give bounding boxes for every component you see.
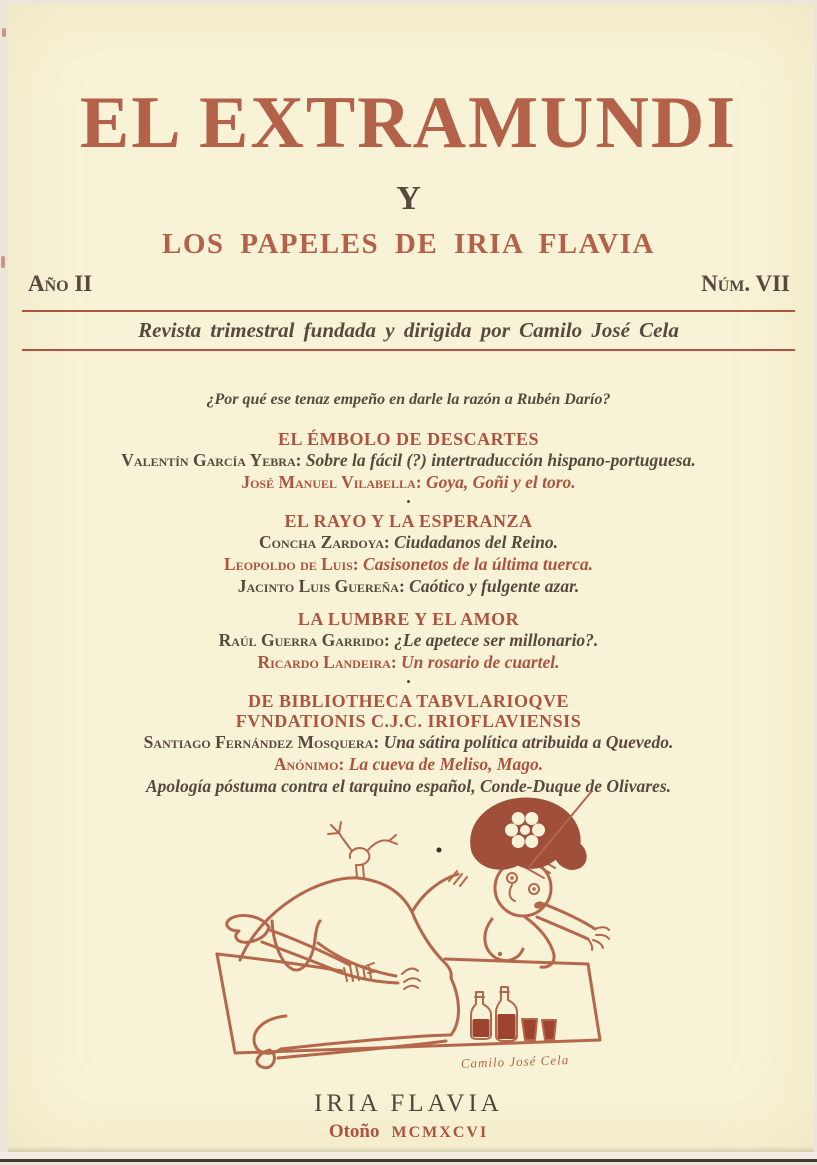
- journal-tagline: Revista trimestral fundada y dirigida por Camilo José Cela: [138, 318, 679, 342]
- footer-date: [0, 1121, 817, 1143]
- scan-bottom-gap: [0, 1152, 817, 1159]
- author-name: Raúl Guerra Garrido:: [218, 630, 390, 650]
- work-title: ¿Le apetece ser millonario?.: [394, 630, 599, 650]
- author-name: Ricardo Landeira:: [257, 652, 397, 672]
- work-title: La cueva de Meliso, Mago.: [348, 754, 544, 774]
- toc-entry: [0, 531, 817, 553]
- work-title: Una sátira política atribuida a Quevedo.: [383, 732, 674, 752]
- toc-entry: [0, 553, 817, 575]
- work-title: Apología póstuma contra el tarquino español, Conde-Duque de Olivares.: [145, 776, 672, 796]
- work-title: Sobre la fácil (?) intertraducción hispano-portuguesa.: [305, 450, 696, 470]
- toc-entry: [0, 471, 817, 493]
- epigraph: ¿Por qué ese tenaz empeño en darle la razón a Rubén Darío?: [206, 391, 611, 408]
- author-name: Anónimo:: [273, 754, 345, 774]
- toc-entry: [0, 575, 817, 597]
- footer-place: IRIA FLAVIA: [314, 1090, 503, 1117]
- table-of-contents: [0, 391, 817, 797]
- work-title: Caótico y fulgente azar.: [409, 576, 580, 596]
- artist-signature: Camilo José Cela: [460, 1052, 570, 1071]
- bird-figure: [328, 822, 397, 878]
- toc-entry: [0, 731, 817, 753]
- work-title: Un rosario de cuartel.: [401, 652, 560, 672]
- author-name: Valentín García Yebra:: [121, 450, 302, 470]
- author-name: Concha Zardoya:: [259, 532, 390, 552]
- toc-entry: [0, 753, 817, 775]
- scan-edge-speck: [2, 28, 6, 37]
- cela-drawing: [192, 788, 642, 1088]
- scan-bottom-line: [0, 1159, 817, 1162]
- bottles-and-glasses: [471, 987, 556, 1041]
- hair: [471, 792, 591, 869]
- section-heading: EL RAYO Y LA ESPERANZA: [284, 511, 533, 531]
- toc-entry: [0, 651, 817, 673]
- section-heading: LA LUMBRE Y EL AMOR: [297, 609, 520, 629]
- section-separator-dot: •: [406, 674, 411, 689]
- author-name: Jacinto Luis Guereña:: [237, 576, 405, 596]
- year-label: Año II: [28, 271, 93, 296]
- section-heading-line2: FVNDATIONIS C.J.C. IRIOFLAVIENSIS: [235, 711, 582, 731]
- horizontal-rule: [22, 310, 795, 312]
- journal-title: EL EXTRAMUNDI: [79, 82, 738, 164]
- toc-entry: [0, 629, 817, 651]
- author-name: Leopoldo de Luis:: [224, 554, 359, 574]
- toc-entry: [0, 449, 817, 471]
- issue-number-label: Núm. VII: [701, 271, 790, 296]
- title-conjunction: Y: [396, 180, 421, 217]
- section-heading: DE BIBLIOTHECA TABVLARIOQVE: [248, 691, 569, 711]
- season-label: Otoño: [328, 1121, 380, 1142]
- roman-year: MCMXCVI: [391, 1124, 489, 1141]
- work-title: Goya, Goñi y el toro.: [425, 472, 576, 492]
- ink-speck: [437, 848, 442, 853]
- author-name: Santiago Fernández Mosquera:: [143, 732, 380, 752]
- issue-row: [28, 271, 790, 297]
- author-name: José Manuel Vilabella:: [241, 472, 422, 492]
- work-title: Casisonetos de la última tuerca.: [363, 554, 593, 574]
- section-heading: EL ÉMBOLO DE DESCARTES: [278, 429, 539, 449]
- work-title: Ciudadanos del Reino.: [394, 532, 558, 552]
- horizontal-rule: [22, 349, 795, 351]
- journal-subtitle: LOS PAPELES DE IRIA FLAVIA: [162, 228, 655, 260]
- section-separator-dot: •: [406, 494, 411, 509]
